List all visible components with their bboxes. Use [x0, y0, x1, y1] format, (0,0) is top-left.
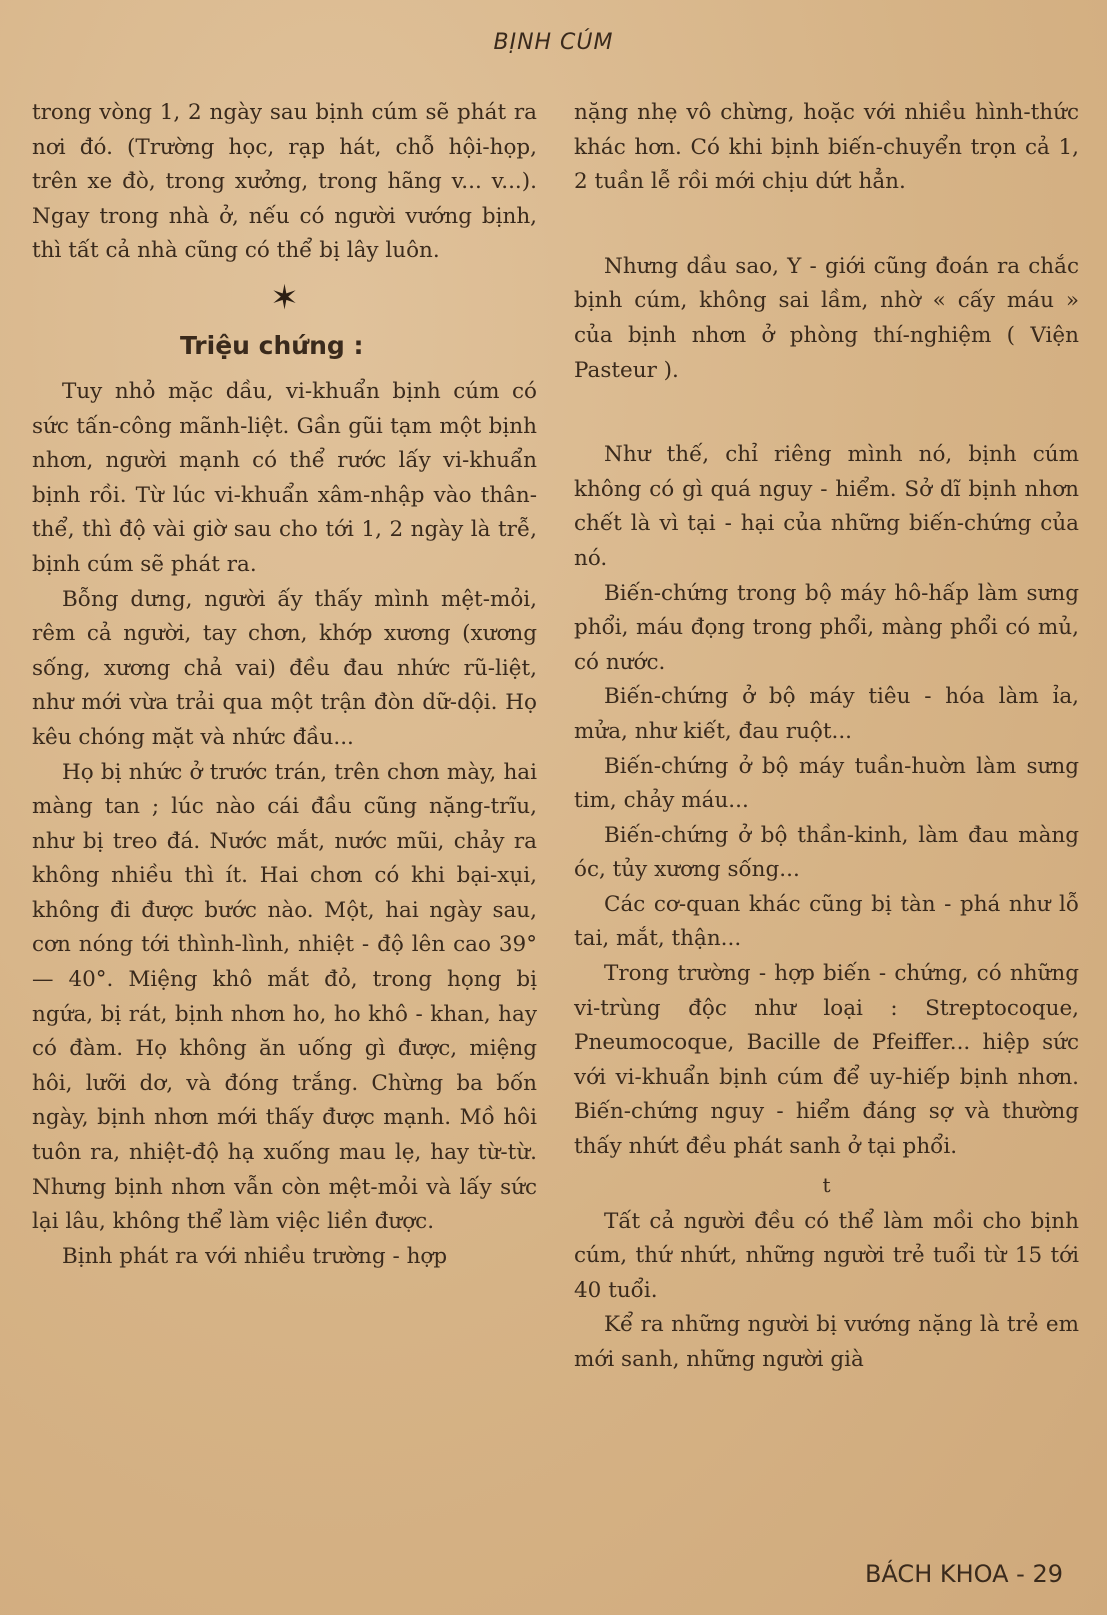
- paragraph: trong vòng 1, 2 ngày sau bịnh cúm sẽ phát ra nơi đó. (Trường học, rạp hát, chỗ hội-họp, trên xe đò, trong xưởng, trong hãng v... v...). Ngay trong nhà ở, nếu có người vướng bịnh, thì tất cả nhà cũng có thể bị lây luôn.: [32, 100, 537, 264]
- paragraph: Tất cả người đều có thể làm mồi cho bịnh cúm, thứ nhứt, những người trẻ tuổi từ 15 tới 40 tuổi.: [574, 1208, 1079, 1303]
- paragraph: Nhưng dầu sao, Y - giới cũng đoán ra chắc bịnh cúm, không sai lầm, nhờ « cấy máu » của bịnh nhơn ở phòng thí-nghiệm ( Viện Pasteur ).: [574, 253, 1079, 383]
- star-ornament-icon: ✶: [270, 277, 299, 318]
- paragraph: Biến-chứng trong bộ máy hô-hấp làm sưng phổi, máu đọng trong phổi, màng phổi có mủ, có nước.: [574, 580, 1079, 675]
- right-column: [574, 96, 1079, 1378]
- paragraph: Các cơ-quan khác cũng bị tàn - phá như lỗ tai, mắt, thận...: [574, 891, 1079, 952]
- paragraph: Bịnh phát ra với nhiều trường - hợp: [62, 1243, 448, 1269]
- paragraph: Bỗng dưng, người ấy thấy mình mệt-mỏi, rêm cả người, tay chơn, khớp xương (xương sống, xương chả vai) đều đau nhức rũ-liệt, như mới vừa trải qua một trận đòn dữ-dội. Họ kêu chóng mặt và nhức đầu...: [32, 586, 537, 750]
- paragraph: Họ bị nhức ở trước trán, trên chơn mày, hai màng tan ; lúc nào cái đầu cũng nặng-trĩu, như bị treo đá. Nước mắt, nước mũi, chảy ra không nhiều thì ít. Hai chơn có khi bại-xụi, không đi được bước nào. Một, hai ngày sau, cơn nóng tới thình-lình, nhiệt - độ lên cao 39° — 40°. Miệng khô mắt đỏ, trong họng bị ngứa, bị rát, bịnh nhơn ho, ho khô - khan, hay có đàm. Họ không ăn uống gì được, miệng hôi, lưỡi dơ, và đóng trắng. Chừng ba bốn ngày, bịnh nhơn mới thấy được mạnh. Mồ hôi tuôn ra, nhiệt-độ hạ xuống mau lẹ, hay từ-từ. Nhưng bịnh nhơn vẫn còn mệt-mỏi và lấy sức lại lâu, không thể làm việc liền được.: [32, 759, 537, 1235]
- paragraph: nặng nhẹ vô chừng, hoặc với nhiều hình-thức khác hơn. Có khi bịnh biến-chuyển trọn cả 1, 2 tuần lễ rồi mới chịu dứt hẳn.: [574, 100, 1079, 195]
- section-mark: t: [822, 1172, 831, 1197]
- section-heading: Triệu chứng :: [180, 330, 364, 360]
- page-footer: BÁCH KHOA - 29: [864, 1560, 1063, 1588]
- left-column: [32, 96, 537, 1274]
- running-header: BỊNH CÚM: [493, 30, 614, 55]
- paragraph: Như thế, chỉ riêng mình nó, bịnh cúm không có gì quá nguy - hiểm. Sở dĩ bịnh nhơn chết là vì tại - hại của những biến-chứng của nó.: [574, 442, 1079, 571]
- paragraph: Biến-chứng ở bộ máy tuần-huờn làm sưng tim, chảy máu...: [574, 753, 1079, 814]
- paragraph: Biến-chứng ở bộ thần-kinh, làm đau màng óc, tủy xương sống...: [574, 822, 1079, 883]
- paragraph: Tuy nhỏ mặc dầu, vi-khuẩn bịnh cúm có sức tấn-công mãnh-liệt. Gần gũi tạm một bịnh nhơn, người mạnh có thể rước lấy vi-khuẩn bịnh rồi. Từ lúc vi-khuẩn xâm-nhập vào thân-thể, thì độ vài giờ sau cho tới 1, 2 ngày là trễ, bịnh cúm sẽ phát ra.: [32, 378, 537, 577]
- paragraph: Biến-chứng ở bộ máy tiêu - hóa làm ỉa, mửa, như kiết, đau ruột...: [574, 684, 1079, 744]
- paragraph: Kể ra những người bị vướng nặng là trẻ em mới sanh, những người già: [574, 1312, 1079, 1372]
- paragraph: Trong trường - hợp biến - chứng, có những vi-trùng độc như loại : Streptocoque, Pneumocoque, Bacille de Pfeiffer... hiệp sức với vi-khuẩn bịnh cúm để uy-hiếp bịnh nhơn. Biến-chứng nguy - hiểm đáng sợ và thường thấy nhứt đều phát sanh ở tại phổi.: [574, 961, 1079, 1160]
